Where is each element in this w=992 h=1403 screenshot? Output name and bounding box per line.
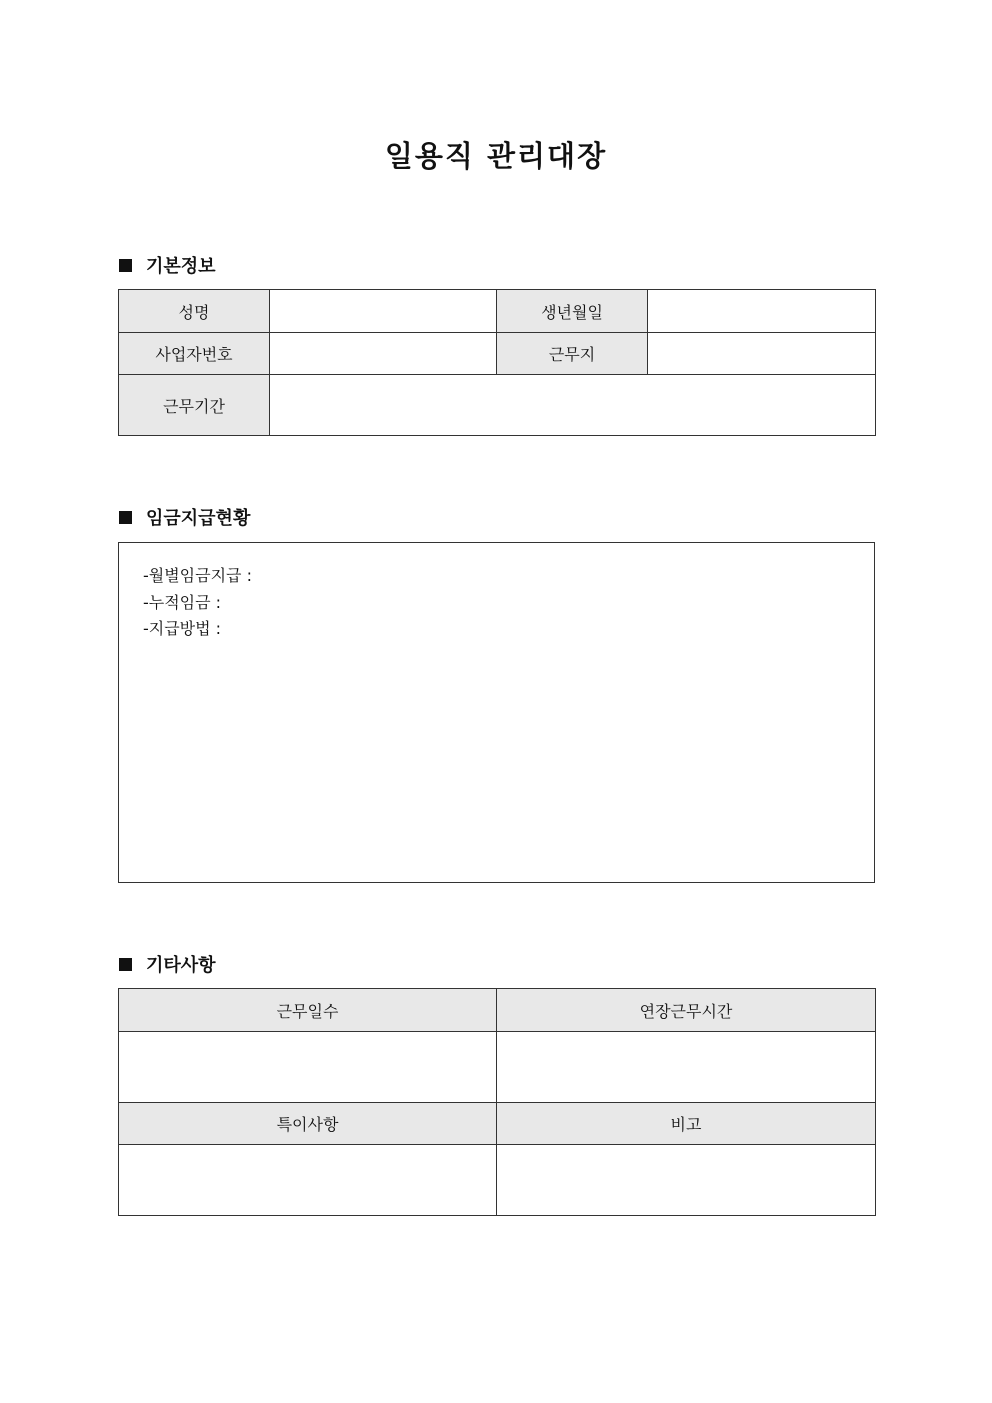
wage-status-heading xyxy=(119,505,250,529)
special-notes-label: 특이사항 xyxy=(119,1103,497,1145)
table-row xyxy=(119,989,876,1032)
other-matters-table xyxy=(118,988,876,1216)
work-days-label: 근무일수 xyxy=(119,989,497,1032)
wage-status-heading-text: 임금지급현황 xyxy=(146,508,251,529)
table-row xyxy=(119,1032,876,1103)
remarks-label: 비고 xyxy=(497,1103,876,1145)
special-notes-field[interactable] xyxy=(119,1145,497,1216)
work-days-field[interactable] xyxy=(119,1032,497,1103)
table-row xyxy=(119,375,876,436)
workplace-label: 근무지 xyxy=(497,333,648,375)
square-bullet-icon xyxy=(119,958,132,971)
overtime-hours-field[interactable] xyxy=(497,1032,876,1103)
basic-info-heading xyxy=(119,253,216,277)
table-row xyxy=(119,1145,876,1216)
other-matters-heading xyxy=(119,952,216,976)
remarks-field[interactable] xyxy=(497,1145,876,1216)
payment-method-line xyxy=(143,616,257,643)
cumulative-wage-label: -누적임금 : xyxy=(143,592,222,612)
work-period-label: 근무기간 xyxy=(119,375,270,436)
overtime-hours-label: 연장근무시간 xyxy=(497,989,876,1032)
work-period-field[interactable] xyxy=(270,375,876,436)
basic-info-table xyxy=(118,289,876,436)
birth-date-label: 생년월일 xyxy=(497,290,648,333)
document-title: 일용직 관리대장 xyxy=(384,139,608,173)
business-number-label: 사업자번호 xyxy=(119,333,270,375)
monthly-wage-label: -월별임금지급 : xyxy=(143,566,252,585)
birth-date-field[interactable] xyxy=(648,290,876,333)
square-bullet-icon xyxy=(119,511,132,524)
wage-status-box[interactable] xyxy=(118,542,875,883)
business-number-field[interactable] xyxy=(270,333,497,375)
cumulative-wage-line xyxy=(143,590,257,617)
other-matters-heading-text: 기타사항 xyxy=(146,955,216,976)
table-row xyxy=(119,333,876,375)
name-label: 성명 xyxy=(119,290,270,333)
table-row xyxy=(119,1103,876,1145)
square-bullet-icon xyxy=(119,259,132,272)
wage-status-lines xyxy=(143,563,257,643)
payment-method-label: -지급방법 : xyxy=(143,619,222,638)
monthly-wage-line xyxy=(143,563,257,590)
basic-info-heading-text: 기본정보 xyxy=(146,256,216,277)
name-field[interactable] xyxy=(270,290,497,333)
workplace-field[interactable] xyxy=(648,333,876,375)
table-row xyxy=(119,290,876,333)
